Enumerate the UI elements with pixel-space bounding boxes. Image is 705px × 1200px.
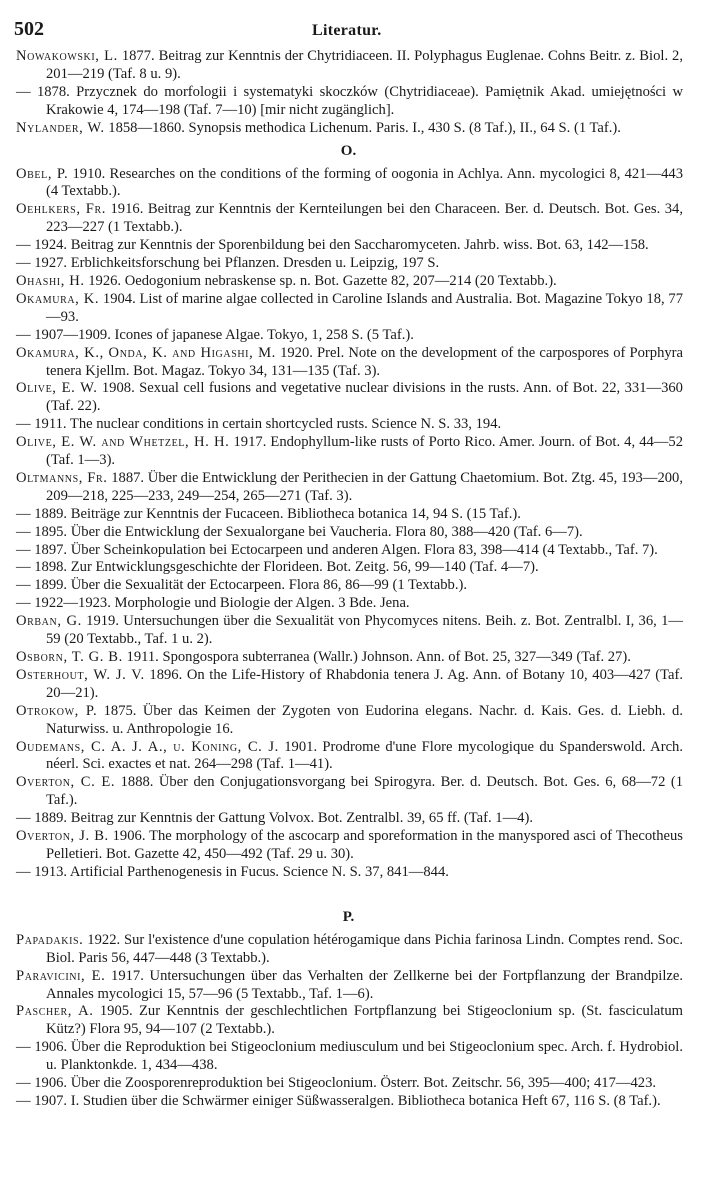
bibliography-entry xyxy=(14,774,683,810)
entry-citation: 1926. Oedogonium nebraskense sp. n. Bot. Gazette 82, 207—214 (20 Textabb.). xyxy=(84,272,557,289)
entry-author: Overton, C. E. xyxy=(16,774,116,791)
bibliography-entry xyxy=(14,703,683,739)
entry-citation: — 1897. Über Scheinkopulation bei Ectocarpeen und anderen Algen. Flora 83, 398—414 (4 Textabb., Taf. 7). xyxy=(16,541,658,558)
bibliography-entry xyxy=(14,48,683,84)
entry-author: Otrokow, P. xyxy=(16,702,98,719)
running-title: Literatur. xyxy=(312,22,382,39)
entry-citation: 1887. Über die Entwicklung der Perithecien in der Gattung Chaetomium. Bot. Ztg. 45, 193—200, 209—218, 225—233, 249—254, 265—271 (Taf. 3). xyxy=(46,469,683,504)
entry-citation: 1910. Researches on the conditions of the forming of oogonia in Achlya. Ann. mycologici 8, 421—443 (4 Textabb.). xyxy=(46,165,683,200)
entry-citation: 1877. Beitrag zur Kenntnis der Chytridiaceen. II. Polyphagus Euglenae. Cohns Beitr. z. Biol. 2, 201—219 (Taf. 8 u. 9). xyxy=(46,48,683,82)
entry-citation: 1858—1860. Synopsis methodica Lichenum. Paris. I., 430 S. (8 Taf.), II., 64 S. (1 Taf.). xyxy=(104,119,621,136)
entry-citation: — 1907. I. Studien über die Schwärmer einiger Süßwasseralgen. Bibliotheca botanica Heft 67, 116 S. (8 Taf.). xyxy=(16,1092,661,1109)
entry-author: Papadakis. xyxy=(16,931,84,948)
bibliography-entry xyxy=(14,1003,683,1039)
bibliography-entry xyxy=(14,739,683,775)
entry-author: Oudemans, C. A. J. A., u. Koning, C. J. xyxy=(16,738,279,755)
bibliography-entry xyxy=(14,506,683,524)
entry-citation: — 1878. Przycznek do morfologii i systematyki skoczków (Chytridiaceae). Pamiętnik Akad. umiejętności w Krakowie 4, 174—198 (Taf. 7—10) [mir nicht zugänglich]. xyxy=(16,83,683,118)
bibliography-entry xyxy=(14,416,683,434)
bibliography-entry xyxy=(14,649,683,667)
entry-author: Ohashi, H. xyxy=(16,272,85,289)
entry-author: Pascher, A. xyxy=(16,1003,94,1020)
section-spacer xyxy=(14,882,683,904)
section-heading: O. xyxy=(340,142,357,159)
entry-citation: — 1906. Über die Zoosporenreproduktion bei Stigeoclonium. Österr. Bot. Zeitschr. 56, 395—400; 417—423. xyxy=(16,1075,657,1092)
entry-citation: 1901. Prodrome d'une Flore mycologique du Spanderswold. Arch. néerl. Sci. exactes et nat. 264—298 (Taf. 1—41). xyxy=(46,738,683,773)
bibliography-entry xyxy=(14,345,683,381)
entry-citation: 1911. Spongospora subterranea (Wallr.) Johnson. Ann. of Bot. 25, 327—349 (Taf. 27). xyxy=(122,649,631,665)
entry-citation: 1917. Endophyllum-like rusts of Porto Rico. Amer. Journ. of Bot. 4, 44—52 (Taf. 1—3). xyxy=(46,434,683,469)
bibliography-entry xyxy=(14,524,683,542)
entry-citation: — 1907—1909. Icones of japanese Algae. Tokyo, 1, 258 S. (5 Taf.). xyxy=(16,326,414,343)
entry-author: Nowakowski, L. xyxy=(16,48,118,64)
bibliography-entry xyxy=(14,1075,683,1093)
entry-author: Oltmanns, Fr. xyxy=(16,469,108,486)
entry-citation: 1917. Untersuchungen über das Verhalten der Zellkerne bei der Fortpflanzung der Brandpilze. Annales mycologici 15, 57—96 (5 Textabb., Taf. 1—6). xyxy=(46,967,683,1002)
entry-author: Paravicini, E. xyxy=(16,967,106,984)
entry-citation: 1875. Über das Keimen der Zygoten von Eudorina elegans. Nachr. d. Kais. Ges. d. Liebh. d. Naturwiss. u. Anthropologie 16. xyxy=(46,702,684,737)
bibliography-entry xyxy=(14,968,683,1004)
bibliography-entry xyxy=(14,810,683,828)
bibliography-entry xyxy=(14,577,683,595)
entry-author: Osborn, T. G. B. xyxy=(16,649,123,665)
entry-citation: — 1889. Beitrag zur Kenntnis der Gattung Volvox. Bot. Zentralbl. 39, 65 ff. (Taf. 1—4). xyxy=(16,810,533,827)
entry-citation: 1916. Beitrag zur Kenntnis der Kernteilungen bei den Characeen. Ber. d. Deutsch. Bot. Ges. 34, 223—227 (1 Textabb.). xyxy=(46,201,684,236)
bibliography-entry xyxy=(14,380,683,416)
entry-author: Olive, E. W. and Whetzel, H. H. xyxy=(16,434,230,451)
entry-author: Okamura, K. xyxy=(16,290,100,307)
bibliography-entry xyxy=(14,434,683,470)
entry-citation: 1906. The morphology of the ascocarp and sporeformation in the manyspored asci of Thecotheus Pelletieri. Bot. Gazette 42, 450—492 (Taf. 29 u. 30). xyxy=(46,828,683,862)
entry-citation: 1888. Über den Conjugationsvorgang bei Spirogyra. Ber. d. Deutsch. Bot. Ges. 6, 68—72 (1 Taf.). xyxy=(46,774,683,809)
entry-citation: — 1927. Erblichkeitsforschung bei Pflanzen. Dresden u. Leipzig, 197 S. xyxy=(16,255,440,272)
entry-citation: — 1899. Über die Sexualität der Ectocarpeen. Flora 86, 86—99 (1 Textabb.). xyxy=(16,577,467,594)
bibliography-entry xyxy=(14,255,683,273)
section-heading: P. xyxy=(342,908,355,925)
bibliography-entry xyxy=(14,864,683,882)
entry-citation: 1896. On the Life-History of Rhabdonia tenera J. Ag. Ann. of Botany 10, 403—427 (Taf. 20—21). xyxy=(46,666,683,701)
entry-author: Oehlkers, Fr. xyxy=(16,201,106,218)
entry-citation: — 1895. Über die Entwicklung der Sexualorgane bei Vaucheria. Flora 80, 388—420 (Taf. 6—7). xyxy=(16,523,583,540)
bibliography-entry xyxy=(14,166,683,202)
bibliography-entry xyxy=(14,291,683,327)
entry-citation: — 1913. Artificial Parthenogenesis in Fucus. Science N. S. 37, 841—844. xyxy=(16,863,449,880)
bibliography-entry xyxy=(14,559,683,577)
entry-author: Olive, E. W. xyxy=(16,380,98,397)
entry-citation: 1919. Untersuchungen über die Sexualität von Phycomyces nitens. Beih. z. Bot. Zentralbl. I, 36, 1—59 (20 Textabb., Taf. 1 u. 2). xyxy=(46,613,683,648)
entry-citation: — 1898. Zur Entwicklungsgeschichte der Florideen. Bot. Zeitg. 56, 99—140 (Taf. 4—7). xyxy=(16,559,539,576)
page-header xyxy=(14,18,683,48)
entry-citation: — 1924. Beitrag zur Kenntnis der Sporenbildung bei den Saccharomyceten. Jahrb. wiss. Bot. 63, 142—158. xyxy=(16,237,649,254)
entry-author: Osterhout, W. J. V. xyxy=(16,666,145,683)
entry-citation: — 1889. Beiträge zur Kenntnis der Fucaceen. Bibliotheca botanica 14, 94 S. (15 Taf.). xyxy=(16,505,521,522)
entry-citation: 1922. Sur l'existence d'une copulation hétérogamique dans Pichia farinosa Lindn. Comptes rend. Soc. Biol. Paris 56, 447—448 (3 Textabb.). xyxy=(46,931,683,966)
bibliography-entry xyxy=(14,613,683,649)
bibliography-entry xyxy=(14,667,683,703)
bibliography-entry xyxy=(14,201,683,237)
page-number: 502 xyxy=(14,18,44,40)
entry-citation: 1920. Prel. Note on the development of the carpospores of Porphyra tenera Kjellm. Bot. Magaz. Tokyo 34, 131—135 (Taf. 3). xyxy=(46,344,684,379)
bibliography xyxy=(14,48,683,1111)
bibliography-entry xyxy=(14,932,683,968)
entry-author: Okamura, K., Onda, K. and Higashi, M. xyxy=(16,344,276,361)
entry-citation: — 1922—1923. Morphologie und Biologie der Algen. 3 Bde. Jena. xyxy=(16,595,410,612)
bibliography-entry xyxy=(14,237,683,255)
entry-citation: 1904. List of marine algae collected in Caroline Islands and Australia. Bot. Magazine Tokyo 18, 77—93. xyxy=(46,290,683,325)
bibliography-entry xyxy=(14,470,683,506)
bibliography-entry xyxy=(14,1093,683,1111)
entry-citation: — 1906. Über die Reproduktion bei Stigeoclonium mediusculum und bei Stigeoclonium spec. Arch. f. Hydrobiol. u. Planktonkde. 1, 434—438. xyxy=(16,1039,683,1074)
entry-author: Overton, J. B. xyxy=(16,828,109,845)
entry-author: Orban, G. xyxy=(16,613,82,630)
bibliography-entry xyxy=(14,542,683,560)
entry-citation: — 1911. The nuclear conditions in certain shortcycled rusts. Science N. S. 33, 194. xyxy=(16,416,502,433)
entry-citation: 1905. Zur Kenntnis der geschlechtlichen Fortpflanzung bei Stigeoclonium sp. (St. fasciculatum Kütz?) Flora 95, 94—107 (2 Textabb.). xyxy=(46,1003,683,1038)
entry-author: Obel, P. xyxy=(16,165,69,182)
bibliography-entry xyxy=(14,327,683,345)
bibliography-entry xyxy=(14,120,683,138)
entry-citation: 1908. Sexual cell fusions and vegetative nuclear divisions in the rusts. Ann. of Bot. 22, 331—360 (Taf. 22). xyxy=(46,380,683,415)
entry-author: Nylander, W. xyxy=(16,119,105,136)
bibliography-entry xyxy=(14,828,683,864)
bibliography-entry xyxy=(14,273,683,291)
bibliography-entry xyxy=(14,84,683,120)
bibliography-entry xyxy=(14,595,683,613)
bibliography-entry xyxy=(14,1039,683,1075)
